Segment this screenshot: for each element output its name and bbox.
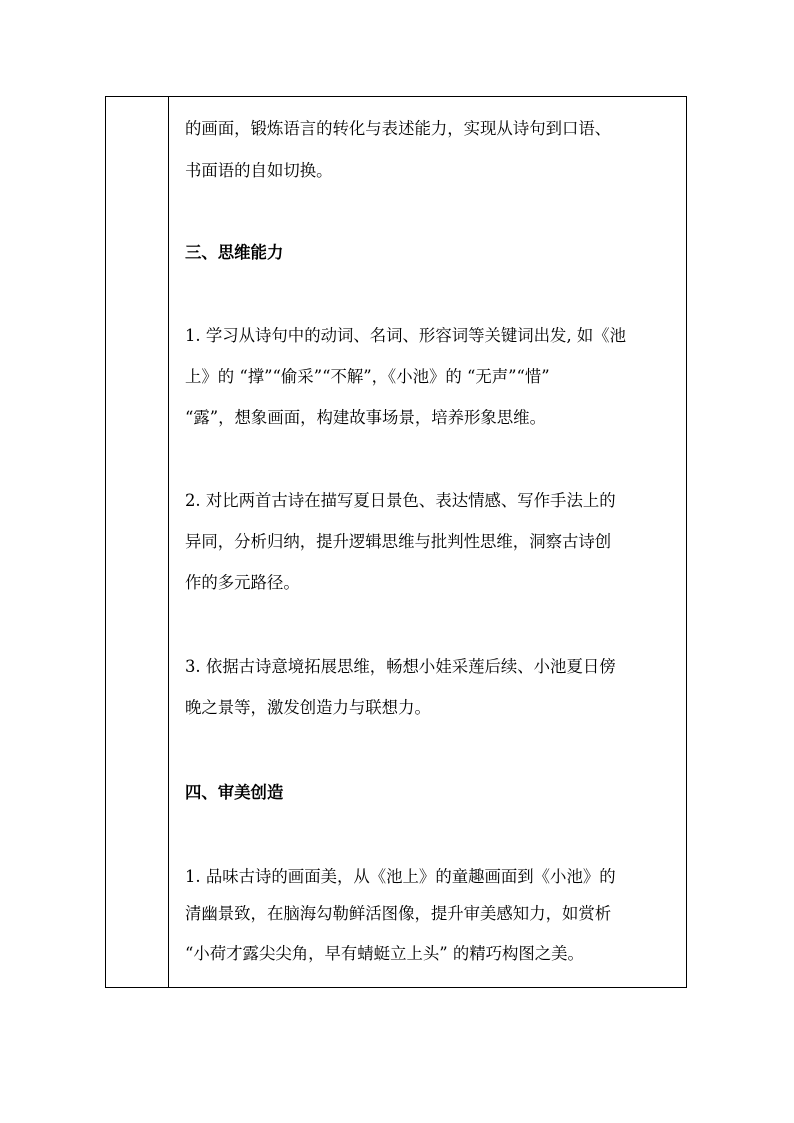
text-line: 3. 依据古诗意境拓展思维，畅想小娃采莲后续、小池夏日傍: [185, 657, 616, 676]
text-line: 异同，分析归纳，提升逻辑思维与批判性思维，洞察古诗创: [185, 532, 612, 551]
text-line: 的画面，锻炼语言的转化与表述能力，实现从诗句到口语、: [185, 119, 612, 138]
text-line: 1. 学习从诗句中的动词、名词、形容词等关键词出发, 如《池: [185, 326, 627, 345]
content-table: [105, 96, 687, 988]
table-left-column: [106, 97, 169, 987]
text-line: 上》的 “撑”“偷采”“不解”，《小池》的 “无声”“惜”: [185, 367, 550, 386]
text-line: 作的多元路径。: [185, 573, 300, 592]
text-line: 清幽景致，在脑海勾勒鲜活图像，提升审美感知力，如赏析: [185, 904, 612, 923]
text-line: “小荷才露尖尖角，早有蜻蜓立上头” 的精巧构图之美。: [185, 944, 584, 963]
section-heading-thinking: 三、思维能力: [185, 243, 284, 262]
section-heading-aesthetics: 四、审美创造: [185, 783, 284, 802]
text-line: 晚之景等，激发创造力与联想力。: [185, 698, 431, 717]
text-line: “露”，想象画面，构建故事场景，培养形象思维。: [185, 408, 546, 427]
text-line: 2. 对比两首古诗在描写夏日景色、表达情感、写作手法上的: [185, 491, 616, 510]
text-line: 1. 品味古诗的画面美，从《池上》的童趣画面到《小池》的: [185, 867, 616, 886]
table-content-cell: [170, 97, 686, 987]
text-line: 书面语的自如切换。: [185, 161, 333, 180]
